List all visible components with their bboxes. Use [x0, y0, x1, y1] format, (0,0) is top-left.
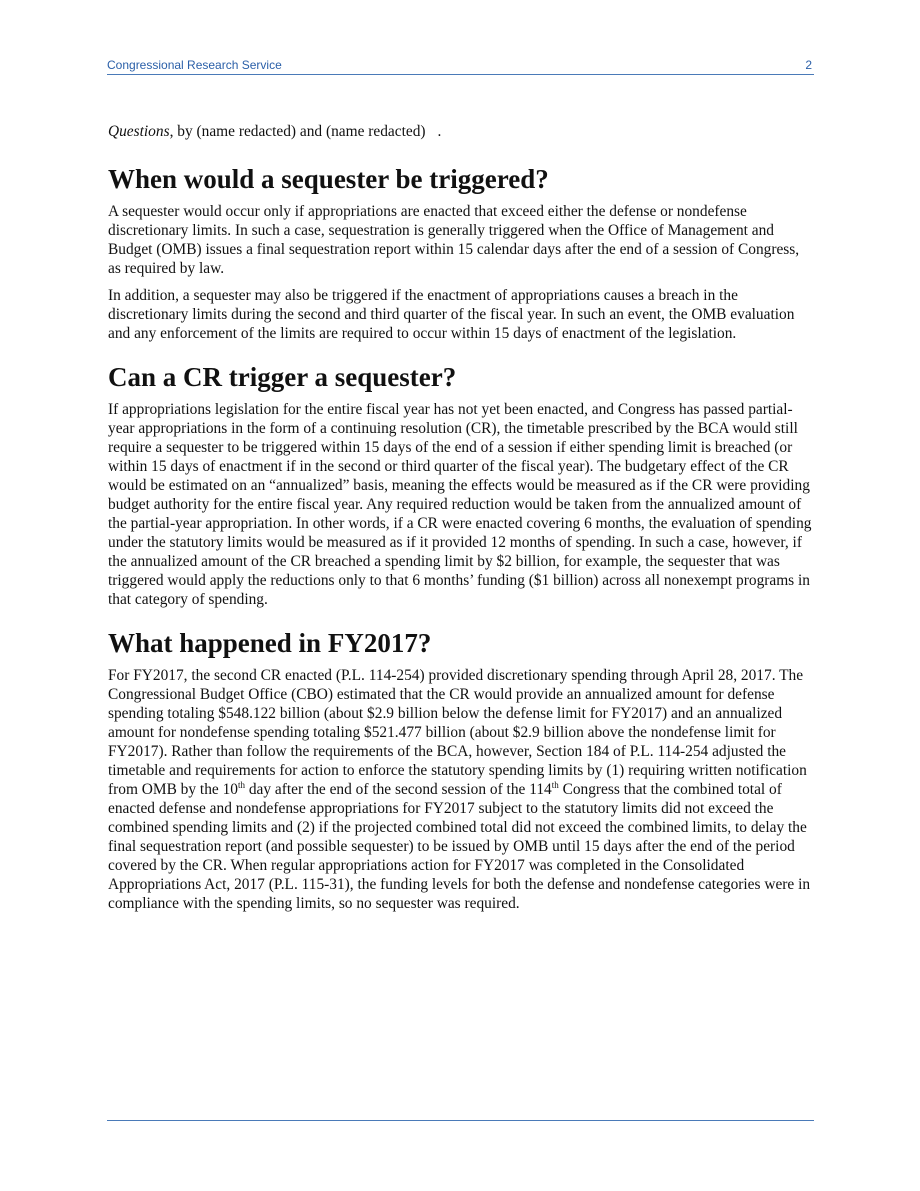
footer-rule	[107, 1120, 814, 1121]
intro-citation-authors: , by (name redacted) and (name redacted)	[169, 123, 426, 140]
intro-citation-title: Questions	[108, 123, 170, 140]
fy2017-text-part-2: day after the end of the second session of the 114	[244, 781, 552, 798]
page-number: 2	[805, 58, 812, 72]
fy2017-text-part-1: For FY2017, the second CR enacted (P.L. 114-254) provided discretionary spending through April 28, 2017. The Congressional Budget Office (CBO) estimated that the CR would provide an annualized amount for defense spending totaling $548.122 billion (about $2.9 billion below the defense limit for FY2017) and an annualized amount for nondefense spending totaling $521.477 billion (about $2.9 billion above the nondefense limit for FY2017). Rather than follow the requirements of the BCA, however, Section 184 of P.L. 114-254 adjusted the timetable and requirements for action to enforce the statutory spending limits by (1) requiring written notification from OMB by the 10	[108, 667, 807, 798]
paragraph-sequester-occurrence: A sequester would occur only if appropriations are enacted that exceed either the defense or nondefense discretionary limits. In such a case, sequestration is generally triggered when the Office of Management and Budget (OMB) issues a final sequestration report within 15 calendar days after the end of a session of Congress, as required by law.	[108, 203, 800, 277]
intro-citation-period: .	[437, 123, 442, 140]
heading-cr-trigger-sequester: Can a CR trigger a sequester?	[108, 362, 457, 392]
paragraph-fy2017-details	[108, 666, 813, 913]
superscript-th-2: th	[551, 780, 559, 790]
paragraph-sequester-breach: In addition, a sequester may also be triggered if the enactment of appropriations causes a breach in the discretionary limits during the second and third quarter of the fiscal year. In such an event, the OMB evaluation and any enforcement of the limits are required to occur within 15 days of enactment of the legislation.	[108, 287, 795, 342]
superscript-th-1: th	[237, 780, 245, 790]
page-header	[107, 58, 814, 75]
fy2017-text-part-3: Congress that the combined total of enacted defense and nondefense appropriations for FY2017 subject to the statutory limits did not exceed the combined spending limits and (2) if the projected combined total did not exceed the combined limits, to delay the final sequestration report (and possible sequester) to be issued by OMB until 15 days after the end of the period covered by the CR. When regular appropriations action for FY2017 was completed in the Consolidated Appropriations Act, 2017 (P.L. 115-31), the funding levels for both the defense and nondefense categories were in compliance with the spending limits, so no sequester was required.	[108, 781, 811, 912]
heading-when-sequester-triggered: When would a sequester be triggered?	[108, 164, 549, 194]
intro-citation	[108, 122, 813, 141]
heading-fy2017: What happened in FY2017?	[108, 628, 432, 658]
header-org-name: Congressional Research Service	[107, 58, 282, 72]
document-body	[108, 122, 813, 921]
paragraph-cr-annualized: If appropriations legislation for the entire fiscal year has not yet been enacted, and Congress has passed partial-year appropriations in the form of a continuing resolution (CR), the timetable prescribed by the BCA would still require a sequester to be triggered within 15 days of the end of a session if either spending limit is breached (or within 15 days of enactment if in the second or third quarter of the fiscal year). The budgetary effect of the CR would be estimated on an “annualized” basis, meaning the effects would be measured as if the CR were providing budget authority for the entire fiscal year. Any required reduction would be taken from the annualized amount of the partial-year appropriation. In other words, if a CR were enacted covering 6 months, the evaluation of spending under the statutory limits would be measured as if it provided 12 months of spending. In such a case, however, if the annualized amount of the CR breached a spending limit by $2 billion, for example, the sequester that was triggered would apply the reductions only to that 6 months’ funding ($1 billion) across all nonexempt programs in that category of spending.	[108, 401, 812, 608]
